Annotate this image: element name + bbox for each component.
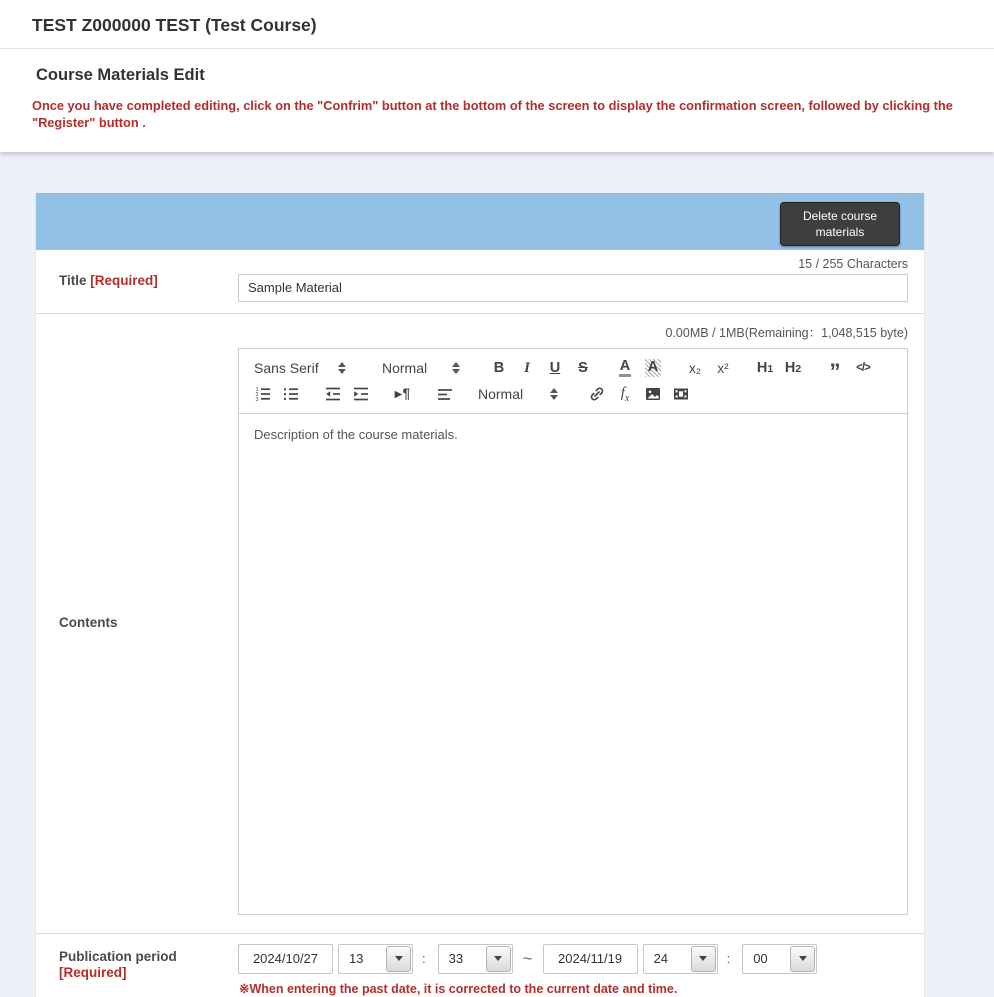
contents-row bbox=[36, 313, 924, 933]
contents-label bbox=[36, 314, 238, 933]
end-minute-input[interactable] bbox=[743, 945, 789, 973]
formula-button[interactable] bbox=[611, 382, 639, 406]
strikethrough-button[interactable]: S bbox=[578, 360, 588, 377]
end-date-input[interactable] bbox=[543, 944, 638, 974]
end-hour-spinner bbox=[643, 944, 718, 974]
contents-label-text: Contents bbox=[59, 614, 118, 630]
bold-button[interactable]: B bbox=[493, 360, 505, 377]
svg-text:2: 2 bbox=[255, 392, 259, 399]
chevron-down-icon bbox=[799, 956, 807, 961]
insert-group bbox=[583, 382, 695, 406]
end-hour-input[interactable] bbox=[644, 945, 690, 973]
outdent-button[interactable] bbox=[319, 382, 347, 406]
text-color-button[interactable] bbox=[611, 356, 639, 380]
title-char-counter: 15 / 255 Characters bbox=[798, 256, 908, 271]
size-picker[interactable] bbox=[377, 360, 465, 376]
format-group bbox=[485, 356, 597, 380]
subscript-button[interactable]: x₂ bbox=[689, 360, 701, 376]
section-strip bbox=[0, 49, 994, 152]
instruction-text: Once you have completed editing, click on the "Confrim" button at the bottom of the screen to display the confirmation screen, followed by clicking the "Register" button . bbox=[32, 98, 953, 131]
title-row bbox=[36, 250, 924, 313]
course-title-strip bbox=[0, 0, 994, 49]
editor-content-area[interactable] bbox=[239, 414, 907, 914]
header-group bbox=[751, 356, 807, 380]
start-time-colon: : bbox=[422, 951, 426, 967]
background-color-icon: A bbox=[645, 359, 661, 377]
end-minute-spinner bbox=[742, 944, 817, 974]
code-block-button[interactable]: </> bbox=[856, 362, 870, 375]
start-hour-spinner bbox=[338, 944, 413, 974]
past-date-note: ※When entering the past date, it is corrected to the current date and time. bbox=[239, 981, 678, 996]
lineheight-picker-label: Normal bbox=[478, 386, 524, 403]
image-icon bbox=[644, 385, 662, 403]
chevron-down-icon bbox=[494, 956, 502, 961]
underline-button[interactable]: U bbox=[549, 360, 561, 377]
size-picker-label: Normal bbox=[382, 360, 428, 377]
insert-video-button[interactable] bbox=[667, 382, 695, 406]
outdent-icon bbox=[324, 385, 342, 403]
header2-num: 2 bbox=[795, 363, 802, 376]
form-header-bar bbox=[36, 193, 924, 250]
start-minute-dropdown-button[interactable] bbox=[486, 946, 511, 972]
direction-group bbox=[389, 382, 417, 406]
title-input[interactable] bbox=[238, 274, 908, 302]
period-field-area bbox=[238, 944, 924, 996]
insert-image-button[interactable] bbox=[639, 382, 667, 406]
align-icon bbox=[436, 385, 454, 403]
indent-group bbox=[319, 382, 375, 406]
section-heading: Course Materials Edit bbox=[36, 66, 205, 84]
publication-period-row bbox=[36, 933, 924, 997]
period-range-tilde: ~ bbox=[522, 948, 533, 968]
text-color-icon: A bbox=[619, 359, 631, 378]
page-title: TEST Z000000 TEST (Test Course) bbox=[32, 15, 317, 35]
chevron-down-icon bbox=[395, 956, 403, 961]
course-materials-form bbox=[35, 193, 925, 997]
title-label-text: Title bbox=[59, 272, 87, 288]
start-date-input[interactable] bbox=[238, 944, 333, 974]
link-button[interactable] bbox=[583, 382, 611, 406]
title-label bbox=[36, 250, 238, 313]
header1-num: 1 bbox=[767, 363, 774, 376]
end-time-colon: : bbox=[726, 951, 731, 967]
script-group bbox=[681, 356, 737, 380]
contents-field-area bbox=[238, 314, 924, 933]
ordered-list-button[interactable] bbox=[249, 382, 277, 406]
delete-course-materials-button[interactable]: Delete course materials bbox=[780, 202, 900, 246]
start-hour-dropdown-button[interactable] bbox=[386, 946, 411, 972]
lineheight-picker[interactable] bbox=[473, 386, 563, 402]
title-required-tag: [Required] bbox=[90, 272, 158, 288]
updown-arrows-icon bbox=[338, 362, 346, 374]
end-minute-dropdown-button[interactable] bbox=[790, 946, 815, 972]
block-group bbox=[821, 356, 877, 385]
list-group bbox=[249, 382, 305, 406]
font-picker-label: Sans Serif bbox=[254, 360, 319, 377]
header1-h: H bbox=[756, 360, 768, 377]
align-button[interactable] bbox=[431, 382, 459, 406]
period-required-tag: [Required] bbox=[59, 965, 127, 981]
ordered-list-icon bbox=[254, 385, 272, 403]
blockquote-button[interactable]: ” bbox=[829, 359, 841, 385]
bullet-list-button[interactable] bbox=[277, 382, 305, 406]
start-minute-input[interactable] bbox=[439, 945, 485, 973]
formula-icon: $f_x$ bbox=[620, 384, 630, 404]
indent-button[interactable] bbox=[347, 382, 375, 406]
period-label bbox=[36, 944, 238, 996]
header2-button[interactable] bbox=[779, 356, 807, 380]
text-direction-button[interactable]: ▸¶ bbox=[394, 386, 412, 402]
editor-content-text: Description of the course materials. bbox=[254, 426, 458, 442]
header2-h: H bbox=[784, 360, 796, 377]
color-group bbox=[611, 356, 667, 380]
period-fields bbox=[238, 944, 908, 974]
header1-button[interactable] bbox=[751, 356, 779, 380]
editor-toolbar bbox=[239, 349, 907, 414]
toolbar-row-2 bbox=[249, 382, 899, 407]
indent-icon bbox=[352, 385, 370, 403]
period-label-text: Publication period bbox=[59, 948, 177, 964]
header-card bbox=[0, 0, 994, 152]
contents-size-info: 0.00MB / 1MB(Remaining：1,048,515 byte) bbox=[665, 325, 908, 340]
toolbar-row-1 bbox=[249, 356, 899, 385]
svg-text:1: 1 bbox=[255, 387, 259, 394]
rich-text-editor bbox=[238, 348, 908, 915]
bullet-list-icon bbox=[282, 385, 300, 403]
updown-arrows-icon bbox=[452, 362, 460, 374]
font-picker[interactable] bbox=[249, 360, 351, 376]
superscript-button[interactable]: x² bbox=[717, 360, 729, 376]
background-color-button[interactable] bbox=[639, 356, 667, 380]
link-icon bbox=[588, 385, 606, 403]
start-minute-spinner bbox=[438, 944, 513, 974]
start-hour-input[interactable] bbox=[339, 945, 385, 973]
svg-text:3: 3 bbox=[255, 396, 259, 403]
chevron-down-icon bbox=[699, 956, 707, 961]
end-hour-dropdown-button[interactable] bbox=[691, 946, 716, 972]
title-field-area bbox=[238, 250, 924, 313]
align-group bbox=[431, 382, 459, 406]
video-icon bbox=[672, 385, 690, 403]
italic-button[interactable]: I bbox=[524, 359, 530, 376]
updown-arrows-icon bbox=[550, 388, 558, 400]
